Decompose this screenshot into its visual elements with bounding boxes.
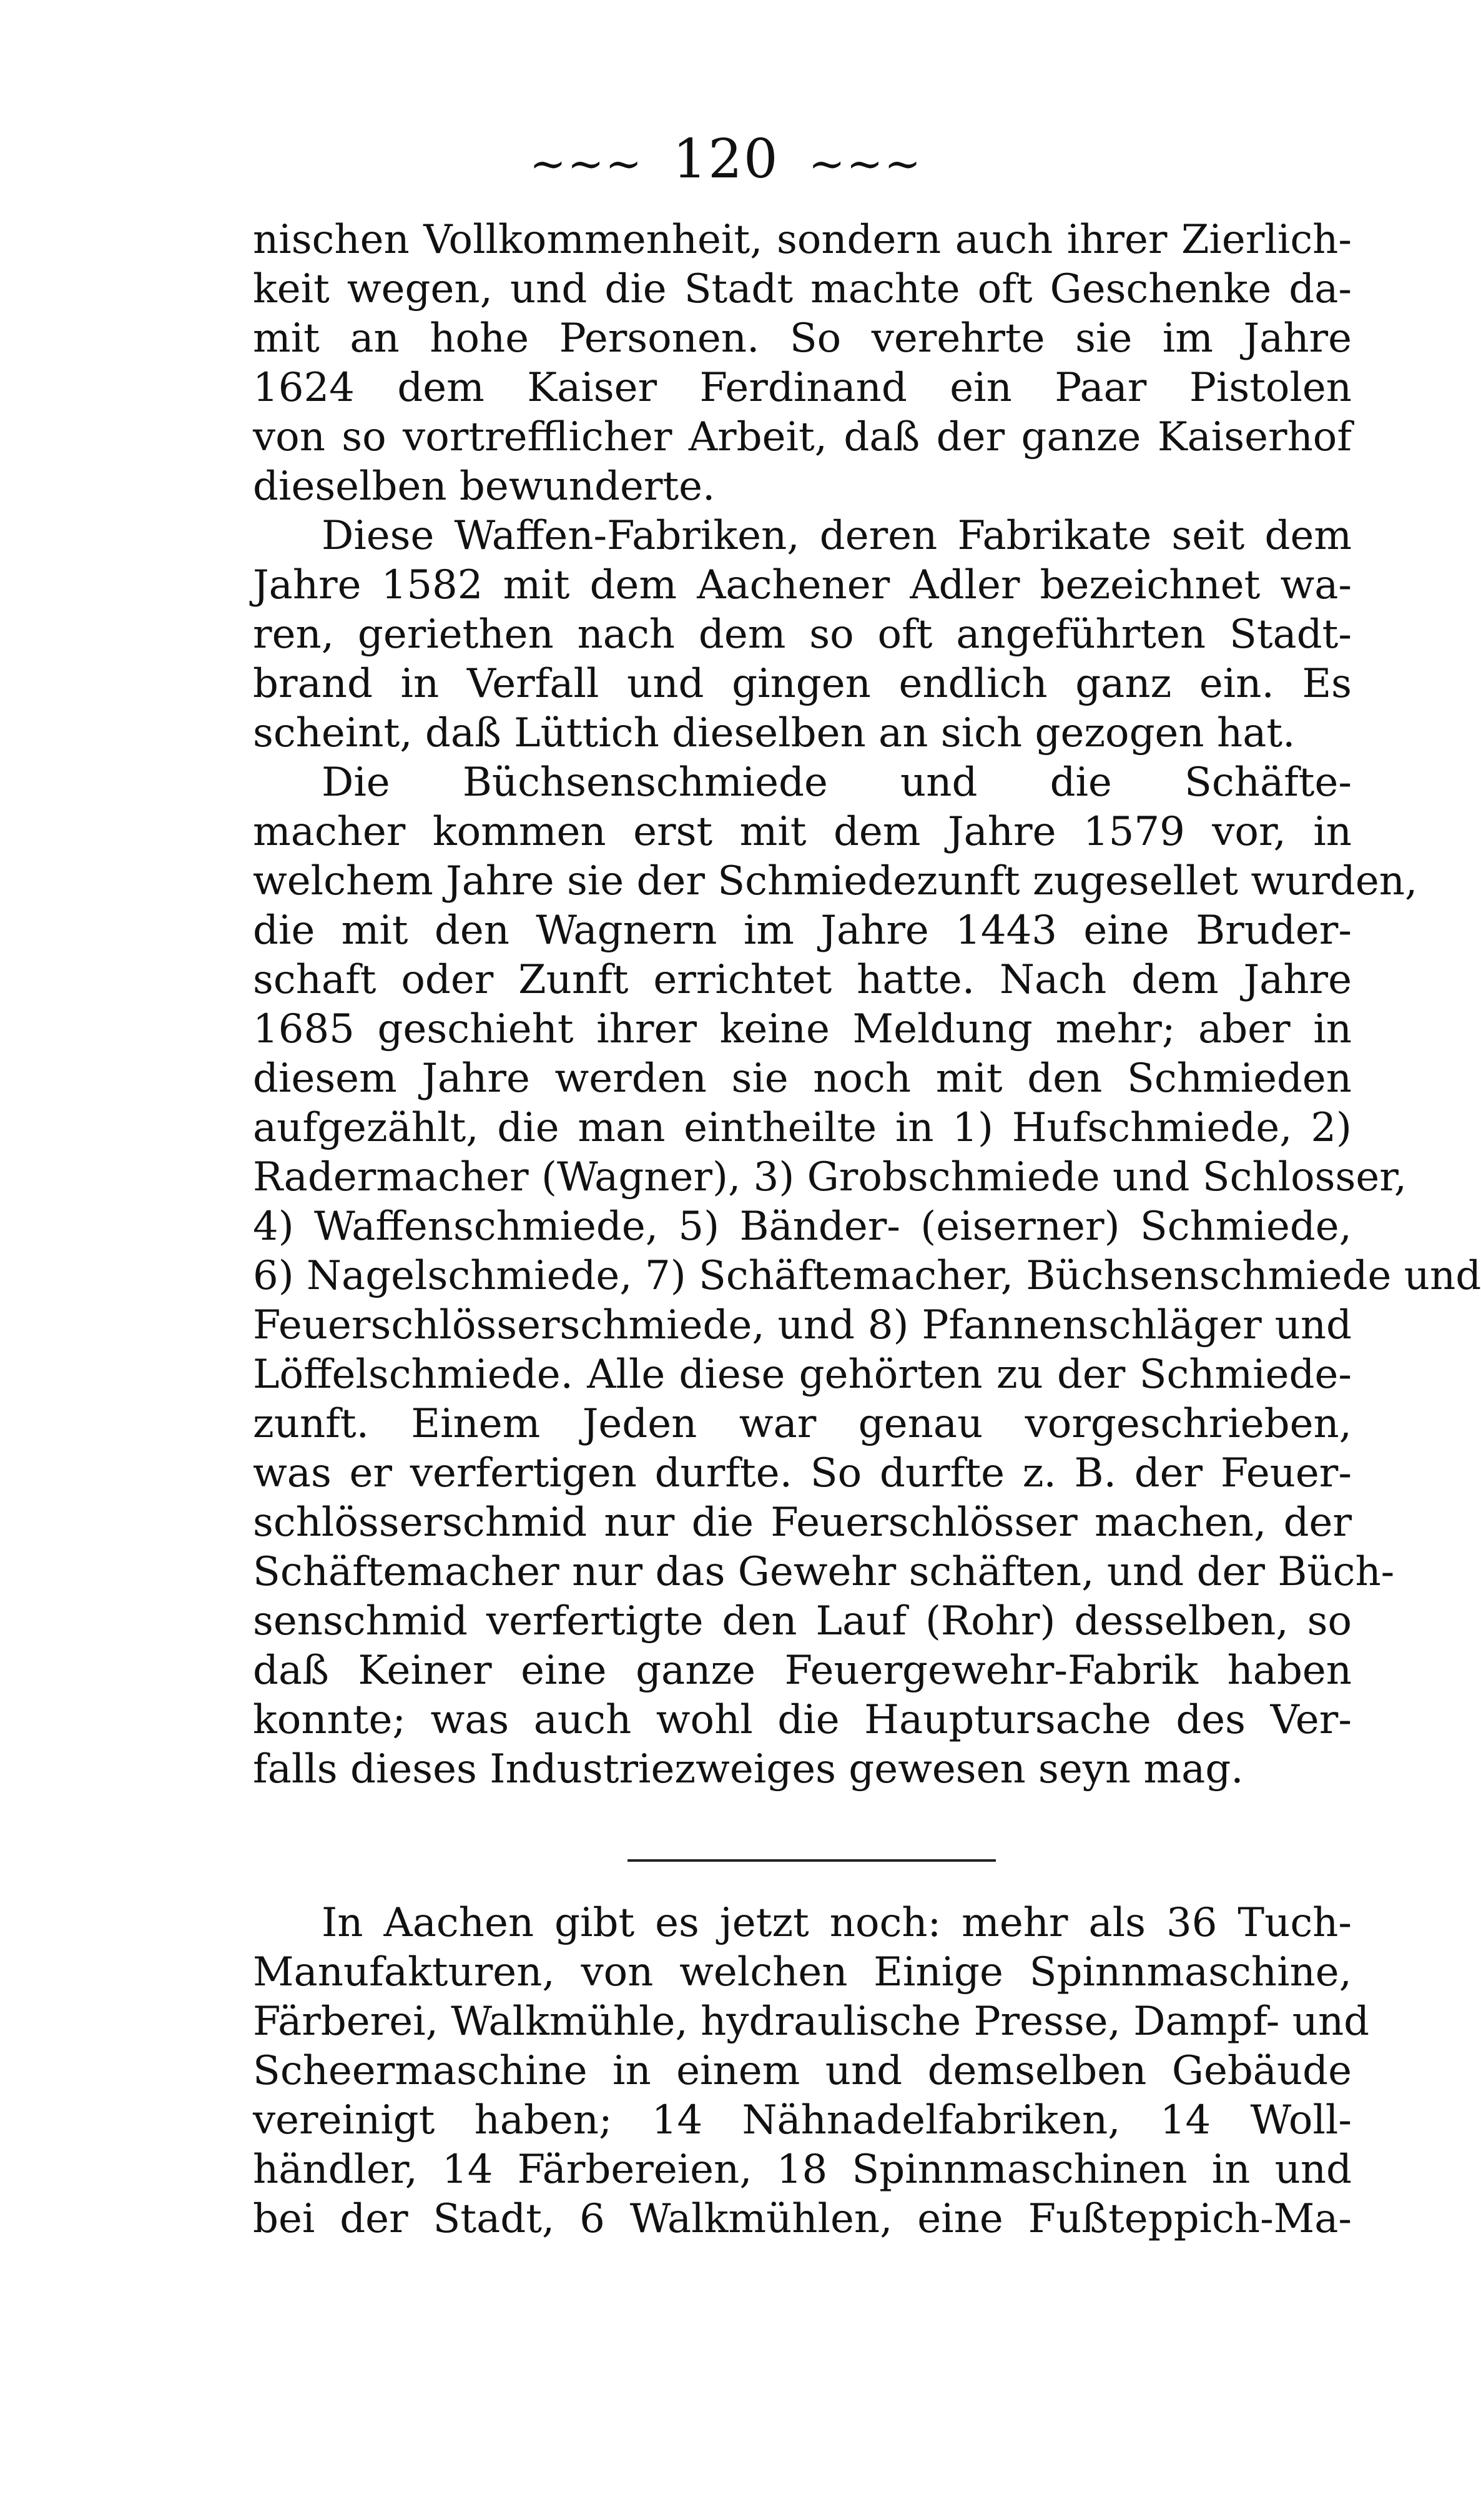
text-line: In Aachen gibt es jetzt noch: mehr als 36 Tuch- [322, 1900, 1352, 1946]
body-text-section-1 [253, 215, 1481, 1794]
text-line: senschmid verfertigte den Lauf (Rohr) desselben, so [253, 1598, 1352, 1644]
text-line: schlösserschmid nur die Feuerschlösser machen, der [253, 1500, 1352, 1546]
text-line: daß Keiner eine ganze Feuergewehr-Fabrik haben [253, 1648, 1352, 1694]
text-line: Radermacher (Wagner), 3) Grobschmiede und Schlosser, [253, 1154, 1407, 1200]
text-line: ren, geriethen nach dem so oft angeführten Stadt- [253, 611, 1352, 658]
text-line: nischen Vollkommenheit, sondern auch ihrer Zierlich- [253, 217, 1352, 263]
text-line: bei der Stadt, 6 Walkmühlen, eine Fußteppich-Ma- [253, 2196, 1352, 2242]
page-number: 120 [672, 128, 779, 190]
text-line: konnte; was auch wohl die Hauptursache des Ver- [253, 1697, 1352, 1743]
text-line: schaft oder Zunft errichtet hatte. Nach dem Jahre [253, 957, 1352, 1003]
text-line: Färberei, Walkmühle, hydraulische Presse, Dampf- und [253, 1999, 1370, 2045]
text-line: Schäftemacher nur das Gewehr schäften, und der Büch- [253, 1549, 1395, 1595]
text-line: scheint, daß Lüttich dieselben an sich gezogen hat. [253, 710, 1296, 756]
text-line: dieselben bewunderte. [253, 463, 716, 510]
header-ornament-left: ~~~ [529, 137, 644, 189]
text-line: keit wegen, und die Stadt machte oft Geschenke da- [253, 266, 1352, 312]
text-line: macher kommen erst mit dem Jahre 1579 vor, in [253, 809, 1352, 855]
header-ornament-right: ~~~ [808, 137, 922, 189]
text-line: brand in Verfall und gingen endlich ganz ein. Es [253, 661, 1352, 707]
text-line: Jahre 1582 mit dem Aachener Adler bezeichnet wa- [253, 562, 1352, 608]
text-line: mit an hohe Personen. So verehrte sie im Jahre [253, 315, 1352, 362]
text-line: von so vortrefflicher Arbeit, daß der ganze Kaiserhof [253, 414, 1352, 460]
body-text-section-2 [253, 1899, 1370, 2244]
text-line: zunft. Einem Jeden war genau vorgeschrieben, [253, 1401, 1352, 1447]
text-line: die mit den Wagnern im Jahre 1443 eine Bruder- [253, 907, 1352, 954]
text-line: diesem Jahre werden sie noch mit den Schmieden [253, 1055, 1352, 1102]
text-line: aufgezählt, die man eintheilte in 1) Hufschmiede, 2) [253, 1105, 1352, 1151]
section-divider [627, 1859, 996, 1862]
text-line: 1624 dem Kaiser Ferdinand ein Paar Pistolen [253, 365, 1352, 411]
text-line: Die Büchsenschmiede und die Schäfte- [322, 759, 1352, 806]
text-line: Löffelschmiede. Alle diese gehörten zu der Schmiede- [253, 1351, 1352, 1398]
text-line: vereinigt haben; 14 Nähnadelfabriken, 14 Woll- [253, 2097, 1352, 2143]
text-line: was er verfertigen durfte. So durfte z. B. der Feuer- [253, 1450, 1352, 1496]
text-line: 1685 geschieht ihrer keine Meldung mehr; aber in [253, 1006, 1352, 1052]
text-line: Diese Waffen-Fabriken, deren Fabrikate seit dem [322, 513, 1352, 559]
text-line: 4) Waffenschmiede, 5) Bänder- (eiserner) Schmiede, [253, 1203, 1352, 1250]
page-header [0, 125, 1452, 198]
text-line: welchem Jahre sie der Schmiedezunft zugesellet wurden, [253, 858, 1418, 904]
text-line: Feuerschlösserschmiede, und 8) Pfannenschläger und [253, 1302, 1352, 1348]
text-line: falls dieses Industriezweiges gewesen seyn mag. [253, 1746, 1244, 1792]
text-line: Scheermaschine in einem und demselben Gebäude [253, 2048, 1352, 2094]
text-line: 6) Nagelschmiede, 7) Schäftemacher, Büchsenschmiede und [253, 1253, 1481, 1299]
text-line: händler, 14 Färbereien, 18 Spinnmaschinen in und [253, 2147, 1352, 2193]
text-line: Manufakturen, von welchen Einige Spinnmaschine, [253, 1949, 1352, 1995]
